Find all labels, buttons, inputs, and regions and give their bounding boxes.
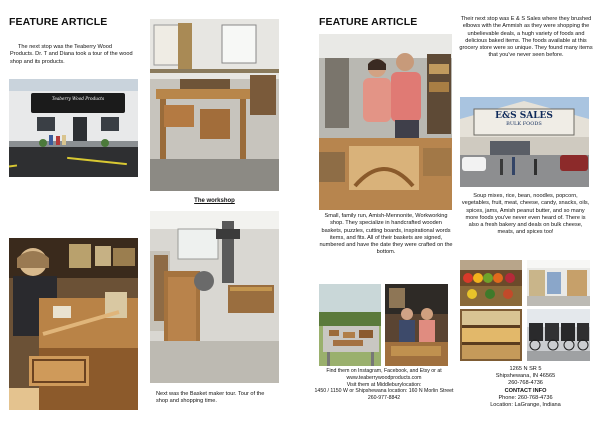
- teaberry-sign-text: Teaberry Wood Products: [51, 96, 105, 101]
- teaberry-contact-line2: Visit them at Middleburylocation:: [346, 381, 422, 388]
- es-address-line1: 1265 N SR 5: [509, 366, 542, 372]
- basket-maker-text: Next was the Basket maker tour. Tour of the shop and shopping time.: [156, 391, 265, 405]
- bulk-shelves-photo: [460, 309, 522, 361]
- es-phone: 260-768-4736: [508, 380, 543, 387]
- es-sales-intro: Their next stop was E & S Sales where they brushed elbows with the Ammish as they were shopping the unbelievable deals, a hugh variety of foods and delicious baked items. The foods available at this grocery store were so unique. They found many items that you've never seen before.: [459, 16, 593, 59]
- workshop-caption: The workshop: [194, 198, 235, 204]
- left-feature-heading: FEATURE ARTICLE: [9, 16, 108, 28]
- right-feature-heading: FEATURE ARTICLE: [319, 16, 418, 28]
- teaberry-storefront-photo: [9, 79, 138, 177]
- teaberry-owners-photo: [385, 284, 448, 366]
- wood-products-table-photo: [319, 284, 381, 366]
- es-location: Location: LaGrange, Indiana: [490, 402, 561, 409]
- es-store-sign-sub: BULK FOODS: [506, 121, 542, 127]
- teaberry-contact-line3: 1450 / 1150 W or Shipshewana location: 160 N Morlin Street 260-977-8842: [314, 388, 454, 402]
- basket-shop-photo: [150, 211, 279, 383]
- teaberry-contact: [313, 368, 455, 402]
- es-address-line2: Shipshewana, IN 46565: [495, 373, 556, 380]
- left-intro-text: The next stop was the Teaberry Wood Products. Dr. T and Diana took a tour of the wood shop and its products.: [10, 44, 133, 65]
- workshop-photo: [150, 19, 279, 191]
- es-phone-line: Phone: 260-768-4736: [498, 394, 553, 401]
- store-aisle-photo: [527, 260, 590, 306]
- couple-in-shop-photo: [319, 34, 452, 210]
- es-foods-description: Soup mixes, rice, bean, noodles, popcorn, vegetables, fruit, meat, cheese, candy, snacks, oils, spices, jams, Amish peanut butter, and so many more foods you've never even heard of. There is also a fresh bakery and deals on bulk cheese, meats, and spices too!: [461, 193, 590, 236]
- woodworker-photo: [9, 238, 138, 410]
- es-contact: [460, 366, 591, 409]
- es-contact-info-label: CONTACT INFO: [504, 387, 547, 394]
- amish-buggies-photo: [527, 309, 590, 361]
- produce-display-photo: [460, 260, 522, 306]
- teaberry-contact-line1: Find them on Instagram, Facebook, and Etsy or at www.teaberrywoodproducts.com: [326, 368, 442, 381]
- es-store-sign: [474, 111, 574, 127]
- es-store-sign-name: E&S SALES: [495, 111, 553, 121]
- teaberry-description: Small, family run, Amish-Mennonite, Workworking shop. They specialize in handcrafted wooden baskets, puzzles, cutting boards, inspirational words items, and fits. All of their baskets are signed, numbered and have the date they were crafted on the bottom.: [319, 213, 453, 256]
